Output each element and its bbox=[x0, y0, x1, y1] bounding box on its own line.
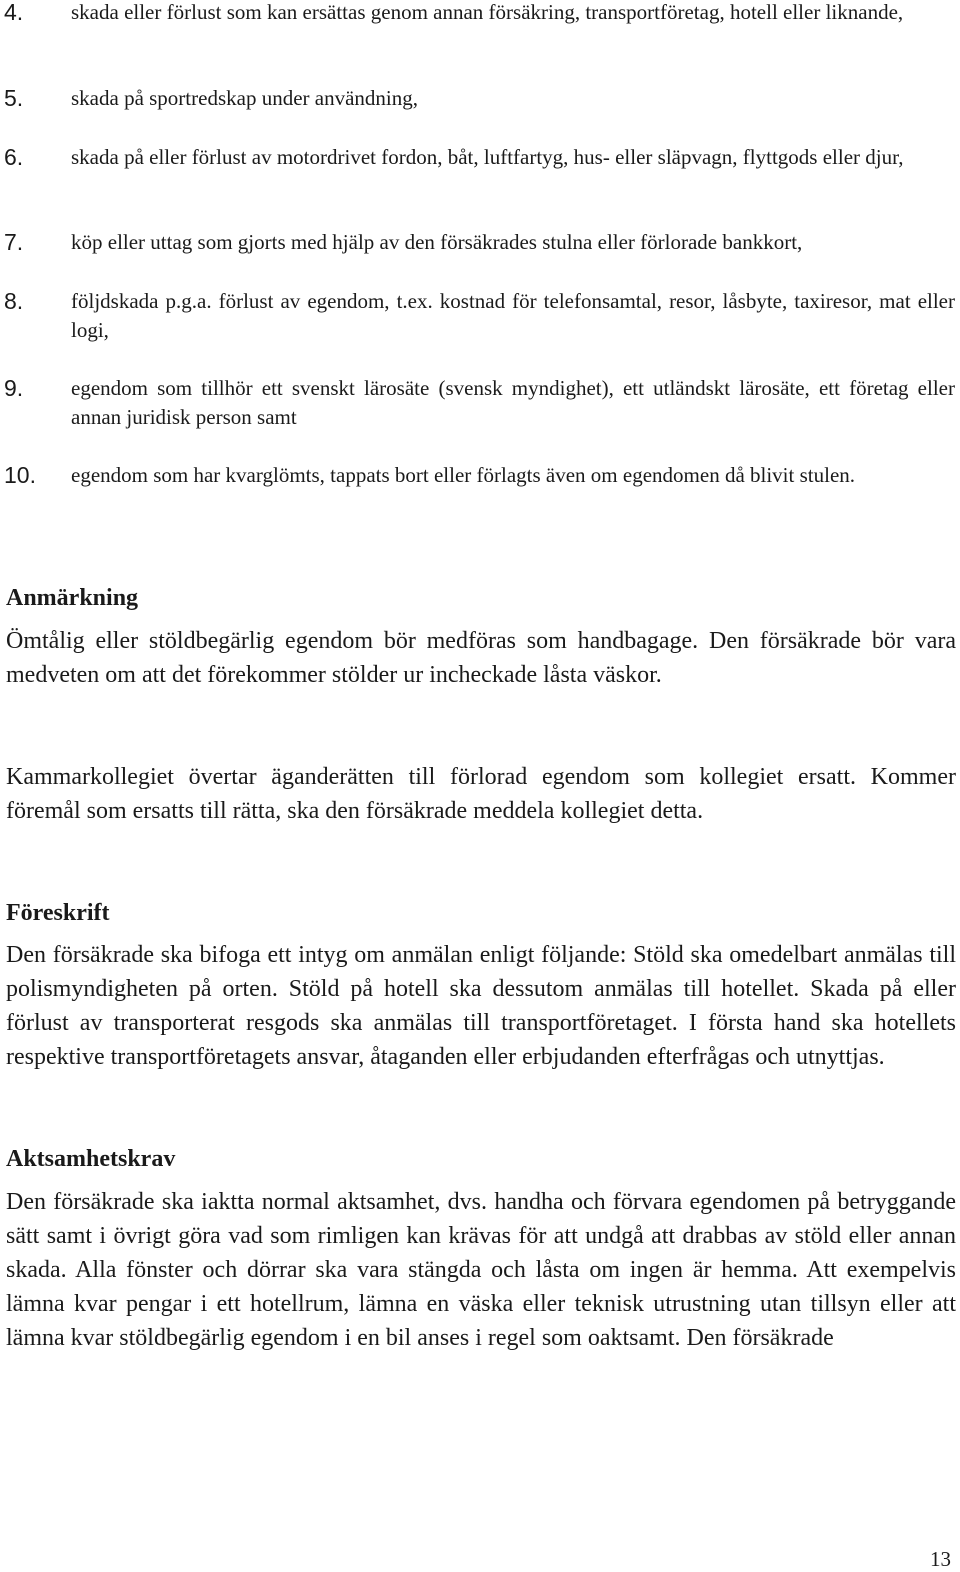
paragraph-anmarkning-1: Ömtålig eller stöldbegärlig egendom bör medföras som handbagage. Den försäkrade bör vara medveten om att det förekommer stölder ur incheckade låsta väskor. bbox=[6, 628, 956, 688]
list-number: 6. bbox=[4, 144, 24, 170]
list-text: köp eller uttag som gjorts med hjälp av den försäkrades stulna eller förlorade bankkort, bbox=[71, 230, 803, 254]
list-text: skada på eller förlust av motordrivet fordon, båt, luftfartyg, hus- eller släpvagn, flyttgods eller djur, bbox=[71, 145, 904, 169]
list-number: 9. bbox=[4, 375, 24, 401]
list-text: skada på sportredskap under användning, bbox=[71, 86, 418, 110]
list-number: 4. bbox=[4, 0, 24, 25]
list-text: skada eller förlust som kan ersättas genom annan försäkring, transportföretag, hotell eller liknande, bbox=[71, 0, 904, 24]
paragraph-foreskrift-1: Den försäkrade ska bifoga ett intyg om anmälan enligt följande: Stöld ska omedelbart anmälas till polismyndigheten på orten. Stöld på hotell ska dessutom anmälas till hotellet. Skada på eller förlust av transporterat resgods ska anmälas till transportföretaget. I första hand ska hotellets respektive transportföretagets ansvar, åtaganden eller erbjudanden efterfrågas och utnyttjas. bbox=[6, 942, 956, 1070]
paragraph-anmarkning-2: Kammarkollegiet övertar äganderätten till förlorad egendom som kollegiet ersatt. Kommer föremål som ersatts till rätta, ska den försäkrade meddela kollegiet detta. bbox=[6, 764, 956, 824]
page-number: 13 bbox=[930, 1547, 951, 1571]
section-heading-anmarkning: Anmärkning bbox=[6, 585, 139, 611]
list-number: 5. bbox=[4, 85, 24, 111]
section-heading-foreskrift: Föreskrift bbox=[6, 900, 110, 926]
list-text: följdskada p.g.a. förlust av egendom, t.ex. kostnad för telefonsamtal, resor, låsbyte, taxiresor, mat eller logi, bbox=[71, 289, 955, 342]
list-number: 10. bbox=[4, 462, 36, 488]
list-number: 7. bbox=[4, 229, 24, 255]
list-number: 8. bbox=[4, 288, 24, 314]
list-text: egendom som tillhör ett svenskt lärosäte (svensk myndighet), ett utländskt lärosäte, ett företag eller annan juridisk person samt bbox=[71, 376, 955, 429]
section-heading-aktsamhetskrav: Aktsamhetskrav bbox=[6, 1146, 176, 1172]
list-text: egendom som har kvarglömts, tappats bort eller förlagts även om egendomen då blivit stulen. bbox=[71, 463, 856, 487]
paragraph-aktsamhetskrav-1: Den försäkrade ska iaktta normal aktsamhet, dvs. handha och förvara egendomen på betryggande sätt samt i övrigt göra vad som rimligen kan krävas för att undgå att drabbas av stöld eller annan skada. Alla fönster och dörrar ska vara stängda och låsta om ingen är hemma. Att exempelvis lämna kvar pengar i ett hotellrum, lämna en väska eller teknisk utrustning utan tillsyn eller att lämna kvar stöldbegärlig egendom i en bil anses i regel som oaktsamt. Den försäkrade bbox=[6, 1189, 956, 1351]
